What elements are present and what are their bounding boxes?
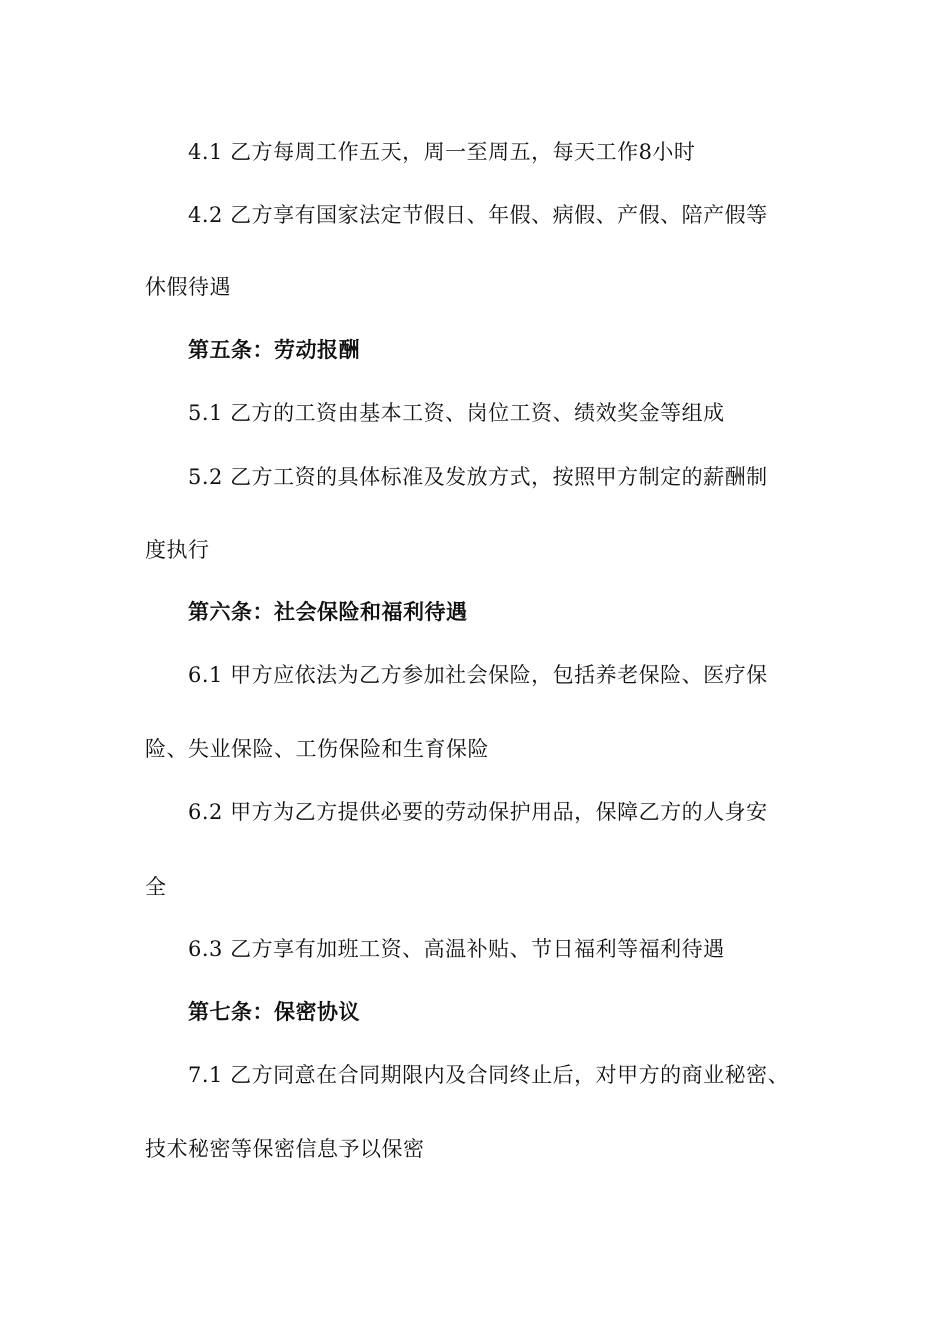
clause-4-2-continued: 休假待遇 [145,275,231,299]
clause-6-1: 6.1 甲方应依法为乙方参加社会保险，包括养老保险、医疗保 [188,663,768,687]
clause-6-1-continued: 险、失业保险、工伤保险和生育保险 [145,737,489,761]
clause-5-2: 5.2 乙方工资的具体标准及发放方式，按照甲方制定的薪酬制 [188,465,768,489]
clause-6-3: 6.3 乙方享有加班工资、高温补贴、节日福利等福利待遇 [188,937,725,961]
clause-6-2: 6.2 甲方为乙方提供必要的劳动保护用品，保障乙方的人身安 [188,800,768,824]
clause-5-1: 5.1 乙方的工资由基本工资、岗位工资、绩效奖金等组成 [188,401,725,425]
section-heading-7: 第七条：保密协议 [188,999,360,1024]
clause-7-1: 7.1 乙方同意在合同期限内及合同终止后，对甲方的商业秘密、 [188,1063,790,1087]
clause-4-1: 4.1 乙方每周工作五天，周一至周五，每天工作8小时 [188,140,696,164]
section-heading-5: 第五条：劳动报酬 [188,337,360,362]
clause-7-1-continued: 技术秘密等保密信息予以保密 [145,1137,425,1161]
clause-5-2-continued: 度执行 [145,538,210,562]
section-heading-6: 第六条：社会保险和福利待遇 [188,599,468,624]
clause-4-2: 4.2 乙方享有国家法定节假日、年假、病假、产假、陪产假等 [188,203,768,227]
clause-6-2-continued: 全 [145,875,167,899]
